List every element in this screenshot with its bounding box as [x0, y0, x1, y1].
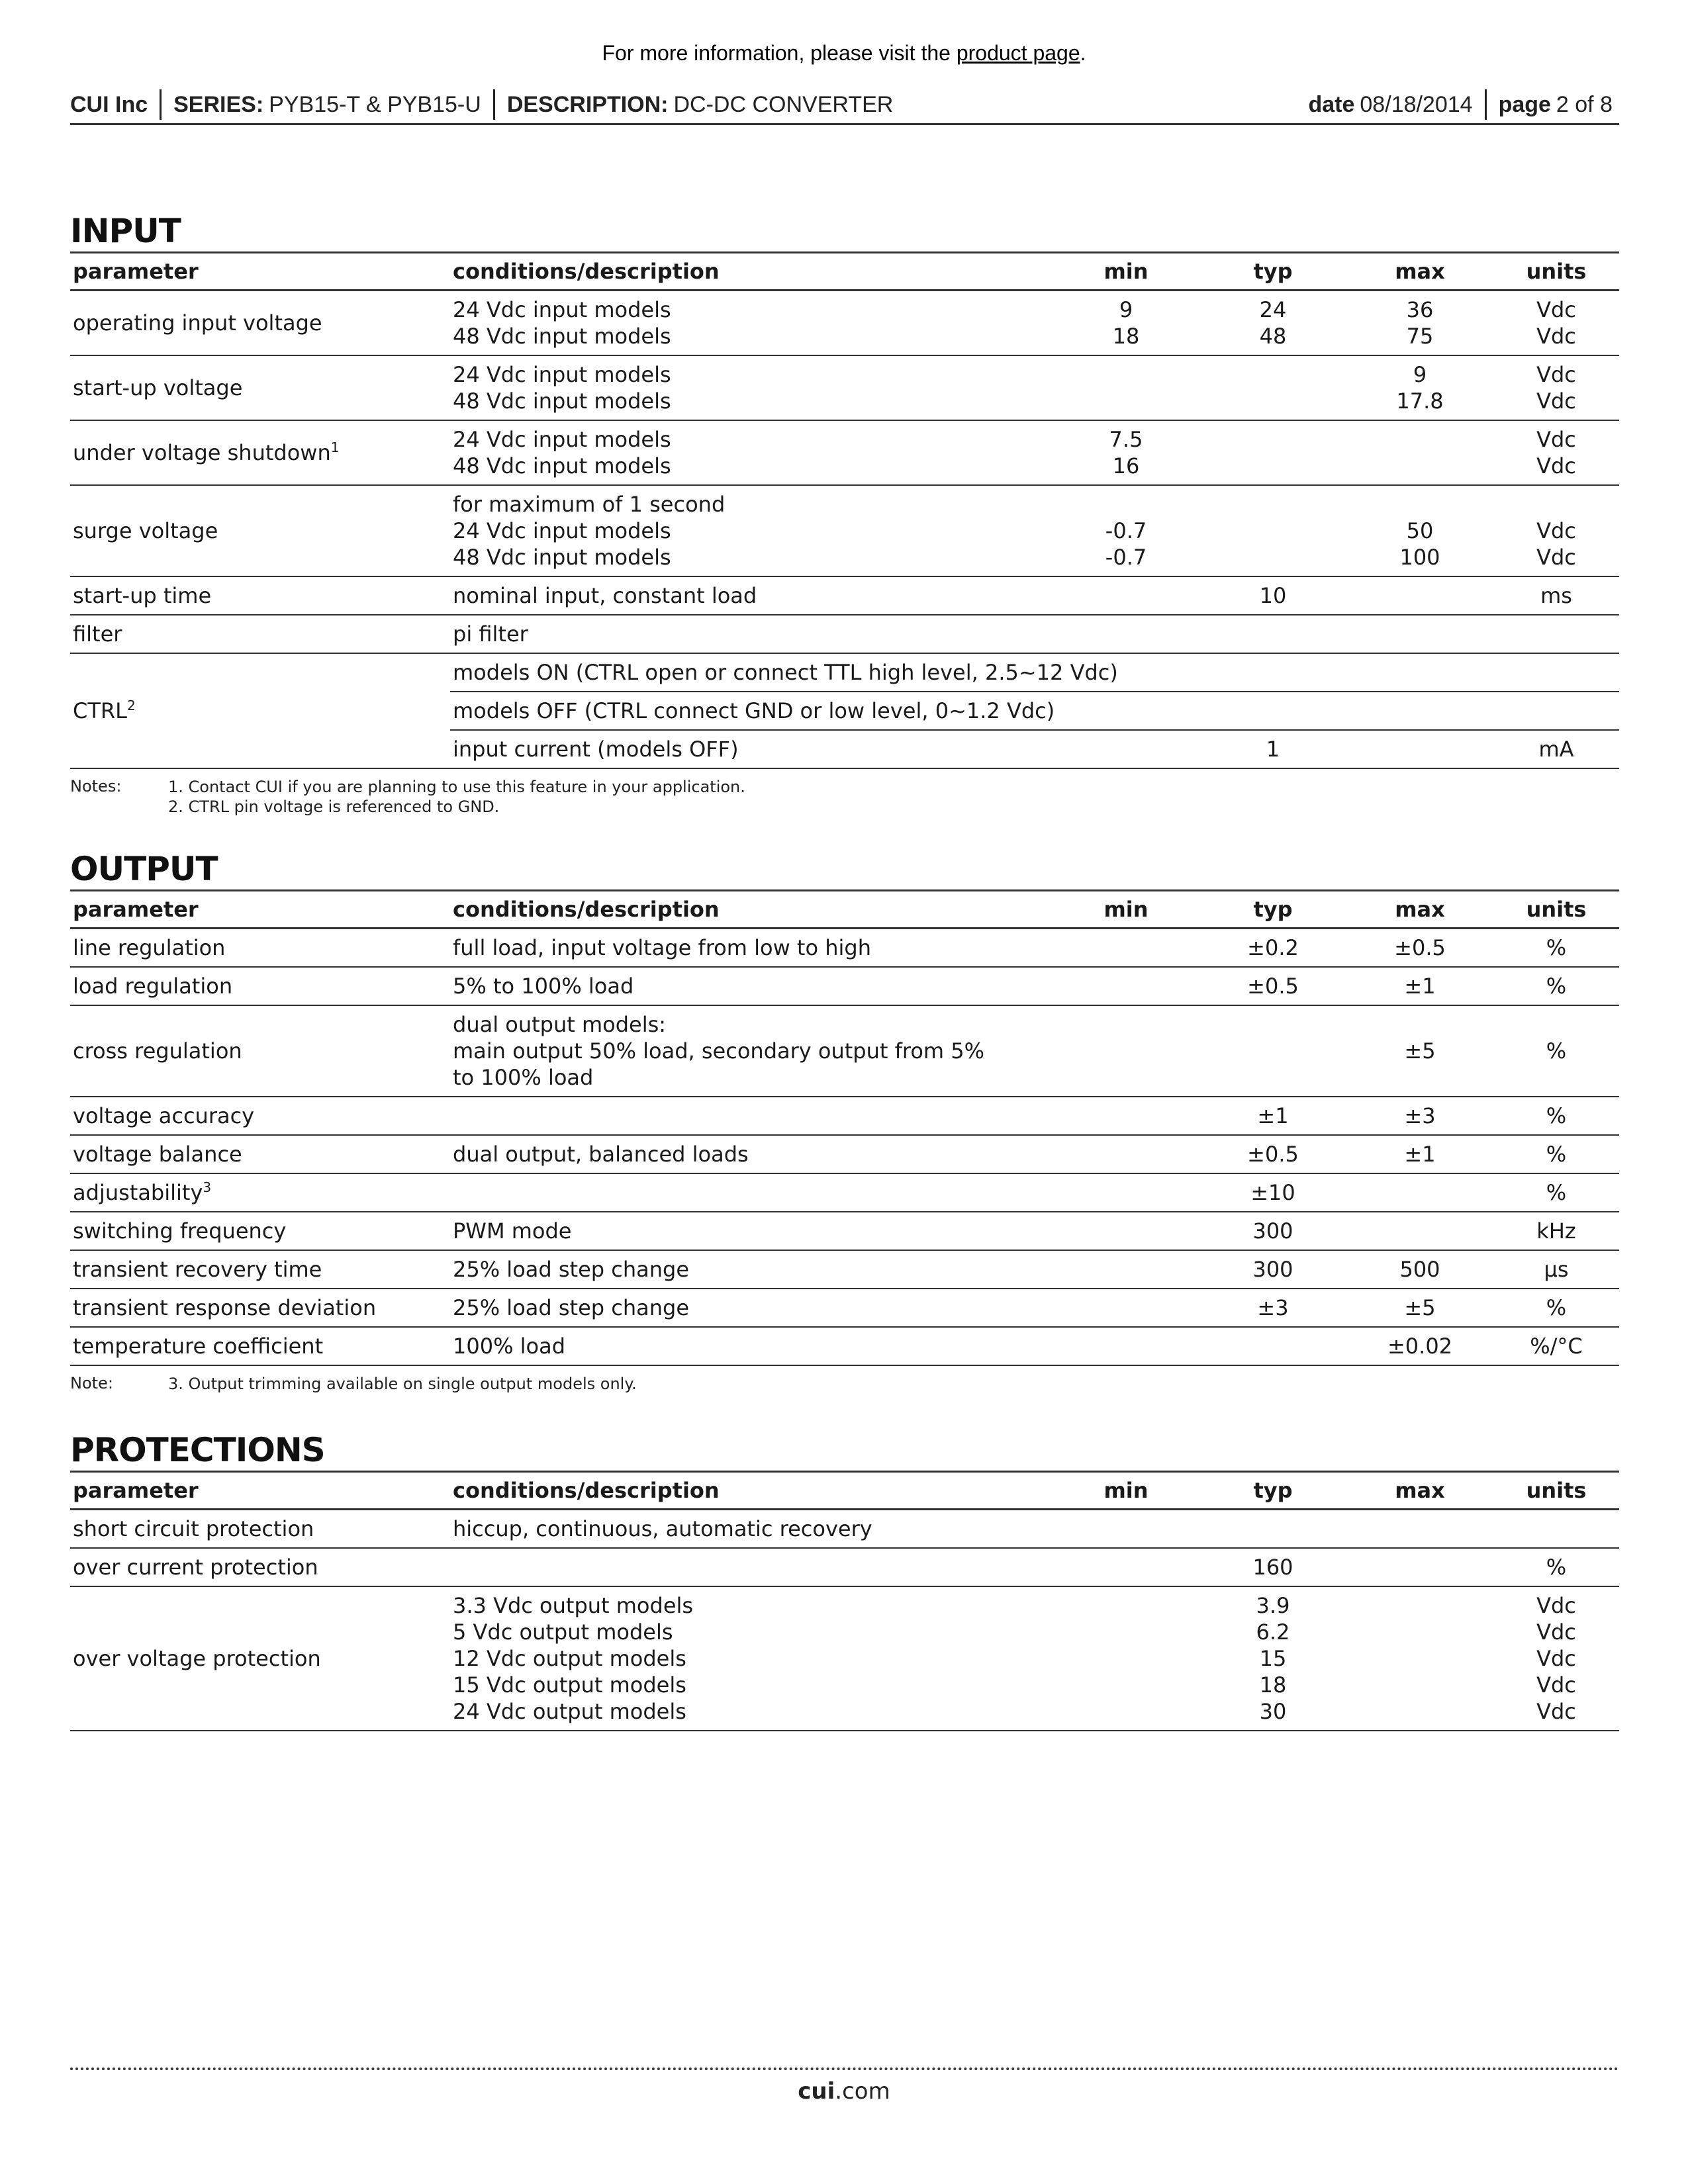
col-min: min: [1103, 897, 1149, 922]
col-max: max: [1395, 259, 1445, 284]
cond-cell: models OFF (CTRL connect GND or low level, 0~1.2 Vdc): [450, 692, 1199, 730]
section-title: INPUT: [70, 212, 181, 250]
table-row: [70, 355, 1619, 420]
cond-cell: 100% load: [453, 1334, 566, 1359]
max-cell: ±5: [1404, 1038, 1436, 1064]
table-row: [70, 1586, 1619, 1731]
table-row: [70, 1097, 1619, 1135]
col-max: max: [1395, 1478, 1445, 1503]
units-cell: Vdc Vdc: [1536, 427, 1576, 478]
col-parameter: parameter: [73, 1478, 199, 1503]
param-cell: surge voltage: [73, 518, 218, 543]
footer-brand: cui: [798, 2078, 835, 2105]
series-label: SERIES:: [173, 91, 264, 117]
min-cell: [1053, 615, 1199, 653]
min-cell: [1053, 355, 1199, 420]
cond-cell: nominal input, constant load: [453, 583, 757, 608]
min-cell: [1053, 1173, 1199, 1212]
col-units: units: [1526, 259, 1587, 284]
min-cell: [1053, 576, 1199, 615]
header-divider: [493, 89, 495, 120]
typ-cell: [1199, 420, 1346, 485]
units-cell: %: [1546, 1180, 1567, 1205]
max-cell: [1346, 576, 1493, 615]
min-cell: -0.7 -0.7: [1105, 518, 1147, 570]
units-cell: [1493, 615, 1619, 653]
info-prefix: For more information, please visit the: [602, 41, 957, 65]
col-min: min: [1103, 259, 1149, 284]
min-cell: 7.5 16: [1109, 427, 1143, 478]
max-cell: 50 100: [1399, 518, 1440, 570]
col-typ: typ: [1253, 1478, 1293, 1503]
param-cell: start-up voltage: [73, 375, 243, 400]
units-cell: %: [1546, 974, 1567, 999]
units-cell: Vdc Vdc: [1536, 518, 1576, 570]
max-cell: [1346, 1212, 1493, 1250]
table-row: [70, 291, 1619, 356]
cond-cell: dual output models: main output 50% load, secondary output from 5% to 100% load: [453, 1012, 984, 1090]
min-cell: [1053, 1548, 1199, 1586]
col-max: max: [1395, 897, 1445, 922]
units-cell: kHz: [1536, 1218, 1576, 1244]
input-table: [70, 251, 1619, 769]
table-row: [70, 1135, 1619, 1173]
typ-cell: ±0.5: [1247, 1142, 1299, 1167]
typ-cell: 300: [1252, 1218, 1293, 1244]
max-cell: ±1: [1404, 974, 1436, 999]
table-row: [70, 420, 1619, 485]
description-label: DESCRIPTION:: [506, 91, 669, 117]
cond-cell: pi filter: [453, 621, 528, 647]
units-cell: %: [1546, 1038, 1567, 1064]
max-cell: [1346, 692, 1493, 730]
table-row: [70, 1005, 1619, 1097]
units-cell: Vdc Vdc: [1536, 297, 1576, 349]
cond-cell: [450, 1097, 1053, 1135]
table-row: [70, 1212, 1619, 1250]
description-value: DC-DC CONVERTER: [673, 91, 894, 117]
min-cell: [1053, 929, 1199, 968]
note-item: 2. CTRL pin voltage is referenced to GND.: [168, 797, 500, 816]
footer: [0, 2078, 1688, 2105]
page-label: page: [1498, 91, 1551, 117]
units-cell: mA: [1538, 737, 1574, 762]
units-cell: %: [1546, 1555, 1567, 1580]
typ-cell: [1199, 653, 1346, 692]
footnote-ref: 1: [330, 439, 340, 455]
param-cell: filter: [73, 621, 122, 647]
footer-domain: .com: [835, 2078, 890, 2105]
param-cell: temperature coefficient: [73, 1334, 324, 1359]
table-row: [70, 615, 1619, 653]
typ-cell: 10: [1259, 583, 1287, 608]
table-row: [70, 485, 1619, 576]
max-cell: 36 75: [1406, 297, 1434, 349]
table-row: [70, 1548, 1619, 1586]
protections-section: [70, 1430, 1619, 1731]
col-conditions: conditions/description: [453, 1478, 720, 1503]
series-value: PYB15-T & PYB15-U: [269, 91, 481, 117]
param-cell: under voltage shutdown$^1$: [73, 439, 340, 465]
table-header-row: [70, 891, 1619, 929]
max-cell: ±5: [1404, 1295, 1436, 1320]
table-row: [70, 1289, 1619, 1327]
cond-cell: dual output, balanced loads: [453, 1142, 749, 1167]
note-item: 1. Contact CUI if you are planning to use this feature in your application.: [168, 778, 745, 796]
notes-label: Notes:: [70, 777, 122, 796]
header-divider: [160, 89, 162, 120]
cond-cell: models ON (CTRL open or connect TTL high level, 2.5~12 Vdc): [450, 653, 1199, 692]
col-units: units: [1526, 1478, 1587, 1503]
protections-table: [70, 1471, 1619, 1731]
cond-cell: hiccup, continuous, automatic recovery: [453, 1516, 872, 1541]
typ-cell: ±0.2: [1247, 935, 1299, 960]
max-cell: [1346, 615, 1493, 653]
cond-cell: 25% load step change: [453, 1295, 690, 1320]
max-cell: [1346, 1586, 1493, 1731]
max-cell: 500: [1399, 1257, 1440, 1282]
table-header-row: [70, 253, 1619, 291]
typ-cell: ±10: [1250, 1180, 1295, 1205]
units-cell: μs: [1544, 1257, 1569, 1282]
date-value: 08/18/2014: [1360, 91, 1473, 117]
min-cell: [1053, 1212, 1199, 1250]
typ-cell: 300: [1252, 1257, 1293, 1282]
table-row: [70, 967, 1619, 1005]
typ-cell: 1: [1266, 737, 1280, 762]
min-cell: [1053, 1327, 1199, 1365]
max-cell: 9 17.8: [1396, 362, 1444, 414]
typ-cell: [1199, 485, 1346, 576]
units-cell: [1493, 692, 1619, 730]
max-cell: [1346, 1548, 1493, 1586]
section-title: OUTPUT: [70, 850, 218, 888]
cond-cell: 24 Vdc input models 48 Vdc input models: [453, 297, 671, 349]
typ-cell: 160: [1252, 1555, 1293, 1580]
units-cell: [1493, 1510, 1619, 1549]
notes: [70, 777, 1619, 817]
min-cell: [1053, 967, 1199, 1005]
col-units: units: [1526, 897, 1587, 922]
min-cell: [1053, 1289, 1199, 1327]
max-cell: ±0.02: [1387, 1334, 1453, 1359]
units-cell: Vdc Vdc: [1536, 362, 1576, 414]
table-row: [70, 1510, 1619, 1549]
info-banner: [0, 41, 1688, 66]
company-name: CUI Inc: [70, 91, 148, 117]
max-cell: [1346, 730, 1493, 768]
typ-cell: 24 48: [1259, 297, 1287, 349]
units-cell: Vdc Vdc Vdc Vdc Vdc: [1536, 1593, 1576, 1724]
param-cell: cross regulation: [73, 1038, 242, 1064]
cond-cell: for maximum of 1 second 24 Vdc input models 48 Vdc input models: [453, 492, 726, 570]
typ-cell: [1199, 1005, 1346, 1097]
typ-cell: [1199, 1327, 1346, 1365]
typ-cell: [1199, 692, 1346, 730]
table-row: [70, 1327, 1619, 1365]
cond-cell: 3.3 Vdc output models 5 Vdc output models 12 Vdc output models 15 Vdc output models 24 Vdc output models: [453, 1593, 694, 1724]
table-row: [70, 1173, 1619, 1212]
col-typ: typ: [1253, 897, 1293, 922]
min-cell: 9 18: [1112, 297, 1140, 349]
param-cell: voltage balance: [73, 1142, 242, 1167]
section-title: PROTECTIONS: [70, 1431, 325, 1469]
typ-cell: 3.9 6.2 15 18 30: [1256, 1593, 1290, 1724]
max-cell: [1346, 1173, 1493, 1212]
param-cell: short circuit protection: [73, 1516, 314, 1541]
col-parameter: parameter: [73, 259, 199, 284]
product-page-link[interactable]: product page: [956, 41, 1080, 65]
max-cell: ±1: [1404, 1142, 1436, 1167]
table-row: [70, 1250, 1619, 1289]
cond-cell: 24 Vdc input models 48 Vdc input models: [453, 362, 671, 414]
max-cell: ±3: [1404, 1103, 1436, 1128]
typ-cell: [1199, 355, 1346, 420]
typ-cell: ±3: [1257, 1295, 1289, 1320]
param-cell: over current protection: [73, 1555, 318, 1580]
units-cell: %/°C: [1530, 1334, 1583, 1359]
col-conditions: conditions/description: [453, 259, 720, 284]
param-cell: line regulation: [73, 935, 226, 960]
param-cell: over voltage protection: [73, 1646, 321, 1671]
footnote-ref: 2: [126, 698, 136, 713]
cond-cell: 5% to 100% load: [453, 974, 634, 999]
max-cell: [1346, 420, 1493, 485]
typ-cell: ±1: [1257, 1103, 1289, 1128]
table-row: [70, 929, 1619, 968]
typ-cell: [1199, 1510, 1346, 1549]
col-conditions: conditions/description: [453, 897, 720, 922]
param-cell: start-up time: [73, 583, 212, 608]
min-cell: [1053, 1097, 1199, 1135]
page-header: [70, 86, 1619, 125]
param-cell: transient response deviation: [73, 1295, 377, 1320]
units-cell: %: [1546, 1103, 1567, 1128]
cond-cell: [450, 1173, 1053, 1212]
output-section: [70, 848, 1619, 1394]
cond-cell: full load, input voltage from low to high: [453, 935, 871, 960]
min-cell: [1053, 1250, 1199, 1289]
notes: [70, 1374, 1619, 1394]
table-row: [70, 653, 1619, 692]
param-cell: voltage accuracy: [73, 1103, 255, 1128]
col-min: min: [1103, 1478, 1149, 1503]
param-cell: transient recovery time: [73, 1257, 322, 1282]
param-cell: switching frequency: [73, 1218, 287, 1244]
table-header-row: [70, 1472, 1619, 1510]
max-cell: ±0.5: [1394, 935, 1446, 960]
footer-divider: [70, 2068, 1619, 2070]
units-cell: [1493, 653, 1619, 692]
input-section: [70, 210, 1619, 817]
cond-cell: 24 Vdc input models 48 Vdc input models: [453, 427, 671, 478]
units-cell: %: [1546, 935, 1567, 960]
param-cell: CTRL$^2$: [70, 653, 450, 768]
typ-cell: [1199, 615, 1346, 653]
min-cell: [1053, 1586, 1199, 1731]
min-cell: [1053, 1005, 1199, 1097]
col-typ: typ: [1253, 259, 1293, 284]
col-parameter: parameter: [73, 897, 199, 922]
header-divider: [1485, 89, 1487, 120]
cond-cell: input current (models OFF): [453, 737, 739, 762]
units-cell: %: [1546, 1295, 1567, 1320]
max-cell: [1346, 1510, 1493, 1549]
param-cell: adjustability$^3$: [73, 1179, 212, 1205]
min-cell: [1053, 1135, 1199, 1173]
cond-cell: 25% load step change: [453, 1257, 690, 1282]
units-cell: %: [1546, 1142, 1567, 1167]
output-table: [70, 889, 1619, 1366]
footnote-ref: 3: [203, 1179, 212, 1195]
table-row: [70, 576, 1619, 615]
max-cell: [1346, 653, 1493, 692]
param-cell: operating input voltage: [73, 310, 322, 336]
typ-cell: ±0.5: [1247, 974, 1299, 999]
cond-cell: PWM mode: [453, 1218, 572, 1244]
date-label: date: [1308, 91, 1355, 117]
min-cell: [1053, 1510, 1199, 1549]
units-cell: ms: [1540, 583, 1572, 608]
cond-cell: [450, 1548, 1053, 1586]
param-cell: load regulation: [73, 974, 233, 999]
notes-label: Note:: [70, 1374, 113, 1392]
header-right: [1308, 89, 1619, 120]
info-suffix: .: [1080, 41, 1086, 65]
note-item: 3. Output trimming available on single output models only.: [168, 1375, 637, 1393]
page-value: 2 of 8: [1556, 91, 1613, 117]
